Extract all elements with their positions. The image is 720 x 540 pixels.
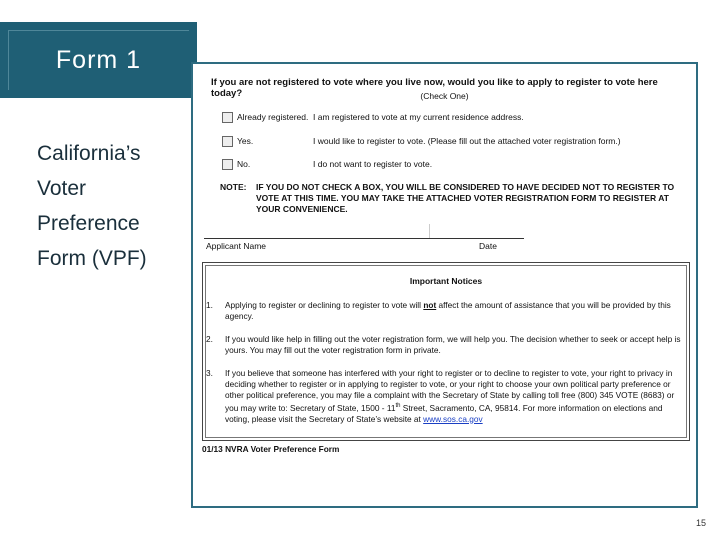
notice-number: 2.	[206, 334, 213, 344]
option-label: Yes.	[237, 136, 254, 146]
sos-website-link[interactable]: www.sos.ca.gov	[423, 413, 483, 424]
notice-phone: (800) 345 VOTE (8683)	[577, 390, 665, 400]
note-text: YOUR CONVENIENCE.	[256, 204, 348, 214]
voter-preference-form	[193, 64, 696, 506]
note-text: VOTE AT THIS TIME. YOU MAY TAKE THE ATTACHED VOTER REGISTRATION FORM TO REGISTER AT	[256, 193, 669, 203]
slide-title: Form 1	[55, 45, 142, 74]
applicant-name-label: Applicant Name	[206, 241, 267, 251]
notice-text: or you may write to: Secretary of State, 1500 - 11	[225, 390, 675, 413]
notice-item	[206, 334, 684, 356]
form-question: If you are not registered to vote where you live now, would you like to apply to register to vote here today?	[211, 77, 658, 99]
option-label: No.	[237, 159, 251, 169]
notice-text: affect the amount of assistance that you will be provided by this agency.	[225, 300, 671, 321]
notice-number: 1.	[206, 300, 213, 310]
notices-title: Important Notices	[409, 276, 483, 286]
notice-text: Applying to register or declining to register to vote will	[225, 300, 424, 310]
option-description: I do not want to register to vote.	[313, 159, 433, 169]
notice-item	[206, 300, 684, 322]
notice-number: 3.	[206, 368, 213, 378]
form-footer: 01/13 NVRA Voter Preference Form	[202, 444, 340, 454]
subtitle-line: Preference	[37, 212, 140, 235]
no-checkbox[interactable]	[222, 159, 233, 170]
subtitle-line: Form (VPF)	[37, 247, 147, 270]
notice-superscript: th	[395, 403, 401, 409]
notice-text: Street, Sacramento, CA, 95814. For more information on elections and voting, please visit the Secretary of State’s website at	[225, 402, 663, 424]
form-image-frame	[191, 62, 698, 508]
signature-line[interactable]	[204, 224, 524, 239]
already-registered-checkbox[interactable]	[222, 112, 233, 123]
yes-checkbox[interactable]	[222, 136, 233, 147]
note-lead: NOTE:	[220, 182, 247, 192]
notice-item	[206, 368, 684, 425]
slide-subtitle	[37, 136, 187, 276]
option-description: I am registered to vote at my current residence address.	[313, 112, 524, 122]
slide-title-box	[0, 22, 197, 98]
page-number: 15	[696, 518, 707, 528]
check-one-label: (Check One)	[420, 91, 469, 101]
form-note	[220, 182, 690, 215]
option-label: Already registered.	[237, 112, 309, 122]
date-label: Date	[479, 241, 497, 251]
notice-text: If you would like help in filling out the voter registration form, we will help you. The decision whether to seek or accept help is yours. You may fill out the voter registration form in private.	[225, 334, 681, 355]
note-text: IF YOU DO NOT CHECK A BOX, YOU WILL BE CONSIDERED TO HAVE DECIDED NOT TO REGISTER TO	[256, 182, 675, 192]
subtitle-line: California’s	[37, 142, 141, 165]
subtitle-line: Voter	[37, 177, 87, 200]
notice-emphasis: not	[423, 300, 437, 310]
notice-text: If you believe that someone has interfered with your right to register or to decline to register to vote, your right to privacy in deciding whether to register or in applying to register to vote, or your right to choose your own political party preference or other political preference, you may file a complaint with the Secretary of State by calling toll free	[225, 368, 673, 400]
important-notices-box	[202, 262, 690, 441]
option-description: I would like to register to vote. (Please fill out the attached voter registration form.)	[313, 136, 621, 146]
